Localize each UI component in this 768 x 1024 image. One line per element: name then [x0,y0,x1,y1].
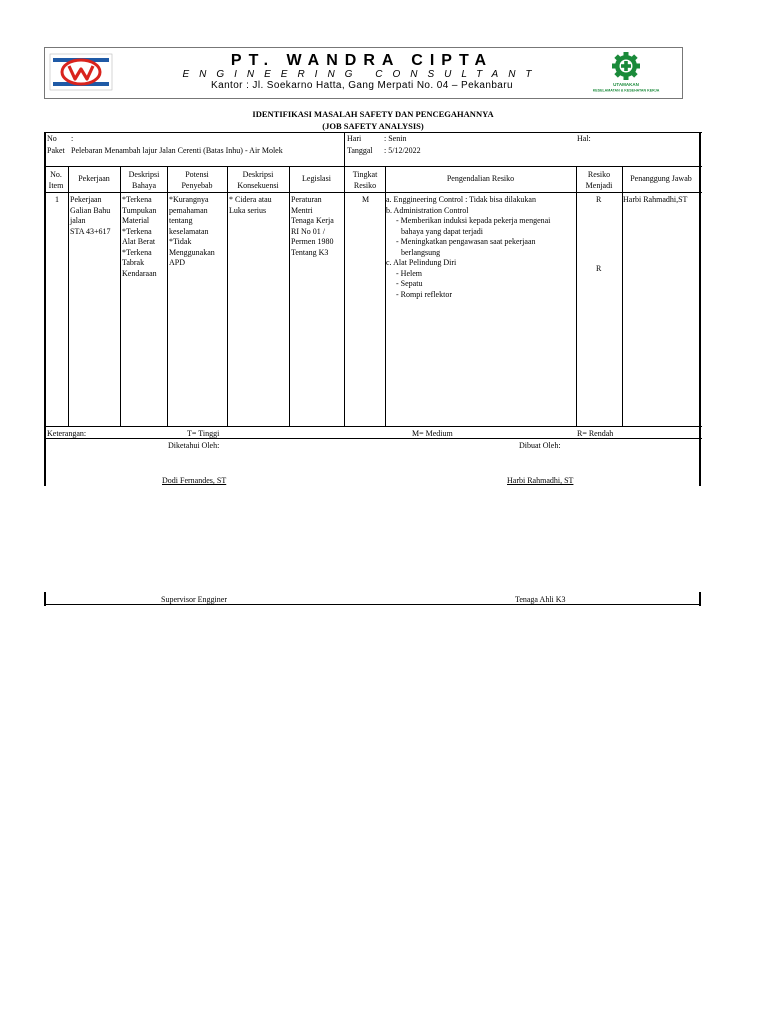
control-item: bahaya yang dapat terjadi [401,226,483,236]
dibuat-label: Dibuat Oleh: [519,441,561,450]
legend-tinggi: T= Tinggi [187,429,220,438]
cell-pengendalian-resiko [386,195,576,300]
col-divider [68,166,69,426]
cell-line: *Tidak [169,237,192,246]
cell-line: Permen 1980 [291,237,334,246]
cell-line: tentang [169,216,193,225]
keterangan-bottom-line [44,438,702,439]
col-divider [120,166,121,426]
cell-line: Mentri [291,205,313,215]
letterhead [44,47,683,99]
control-item: - Helem [396,268,422,278]
document-title: IDENTIFIKASI MASALAH SAFETY DAN PENCEGAHANNYA [252,109,494,119]
row-no: 1 [55,195,59,204]
cell-deskripsi-bahaya [122,195,167,279]
diketahui-label: Diketahui Oleh: [168,441,220,450]
table-body-bottom [44,426,702,427]
hari-value: : Senin [384,134,407,143]
cell-legislasi [291,195,344,258]
cell-potensi-penyebab [169,195,227,269]
company-address: Kantor : Jl. Soekarno Hatta, Gang Merpati No. 04 – Pekanbaru [211,80,513,91]
header-penanggung-jawab: Penanggung Jawab [630,174,692,183]
cell-line: Tabrak [122,258,145,267]
cell-line: jalan [70,216,86,225]
cell-line: RI No 01 / [291,226,325,236]
col-divider [344,166,345,426]
tanggal-value: : 5/12/2022 [384,146,421,155]
control-item: - Rompi reflektor [396,289,452,299]
col-divider [622,166,623,426]
col-divider [167,166,168,426]
tanggal-label: Tanggal [347,146,373,155]
control-item: berlangsung [401,247,441,257]
legend-rendah: R= Rendah [577,429,614,438]
info-divider [344,132,345,166]
cell-line: Tumpukan [122,205,157,215]
cell-line: Tenaga Kerja [291,216,334,225]
col-divider [227,166,228,426]
cell-line: Material [122,216,150,225]
col-divider [576,166,577,426]
hal-label: Hal: [577,134,591,143]
header-deskripsi-bahaya: Deskripsi Bahaya [128,170,160,190]
cell-pekerjaan [70,195,120,237]
cell-line: *Terkena [122,247,152,257]
col-divider [289,166,290,426]
cell-penanggung-jawab: Harbi Rahmadhi,ST [623,195,688,204]
legend-medium: M= Medium [412,429,453,438]
cell-line: Tentang K3 [291,247,329,257]
keterangan-label: Keterangan: [47,429,87,438]
control-item: - Meningkatkan pengawasan saat pekerjaan [396,237,536,246]
cell-line: Alat Berat [122,237,156,246]
table-header-bottom [44,192,702,193]
k3-logo [578,52,674,94]
header-resiko-menjadi: Resiko Menjadi [585,170,613,190]
header-pekerjaan: Pekerjaan [78,174,110,183]
signature-left-name: Dodi Fernandes, ST [162,476,227,485]
header-deskripsi-konsekuensi: Deskripsi Konsekuensi [237,170,279,190]
frame-top-line [44,132,702,133]
signature-left-role: Supervisor Engginer [161,595,227,604]
header-legislasi: Legislasi [302,174,331,183]
company-name: PT. WANDRA CIPTA [230,52,494,69]
cell-line: *Terkena [122,226,152,236]
cell-line: *Terkena [122,195,152,204]
company-subtitle: ENGINEERING CONSULTANT [182,69,542,80]
control-engineering: a. Enggineering Control : Tidak bisa dilakukan [386,195,536,204]
no-value: : [71,134,74,143]
cell-line: keselamatan [169,226,209,236]
cell-line: Peraturan [291,195,322,204]
k3-label: UTAMAKAN [613,82,639,87]
cell-line: Galian Bahu [70,205,111,215]
hari-label: Hari [347,134,362,143]
header-potensi-penyebab: Potensi Penyebab [181,170,213,190]
header-no-item: No. Item [48,170,64,190]
frame-bottom-line [44,604,701,605]
cell-tingkat-resiko: M [362,195,370,204]
cell-line: pemahaman [169,205,208,215]
control-item: - Sepatu [396,279,423,288]
k3-sublabel: KESELAMATAN & KESEHATAN KERJA [592,88,660,93]
paket-value: Pelebaran Menambah lajur Jalan Cerenti (Batas Inhu) - Air Molek [71,146,283,155]
frame-right-line [699,132,701,486]
signature-right-role: Tenaga Ahli K3 [515,595,566,604]
cell-line: Luka serius [229,205,267,215]
cell-line: *Kurangnya [169,195,209,204]
cell-line: * Cidera atau [229,195,272,204]
cell-line: Menggunakan [169,247,215,257]
table-header-top [44,166,702,167]
header-pengendalian-resiko: Pengendalian Resiko [446,174,515,183]
cell-resiko-menjadi-1: R [596,195,602,204]
company-logo [49,53,113,91]
paket-label: Paket [47,146,65,155]
cell-deskripsi-konsekuensi [229,195,289,216]
control-administration: b. Administration Control [386,205,469,215]
cell-resiko-menjadi-2: R [596,264,602,273]
company-block [157,52,567,91]
cell-line: APD [169,258,186,267]
no-label: No [47,134,57,143]
cell-line: Kendaraan [122,268,157,278]
document-subtitle: (JOB SAFETY ANALYSIS) [322,121,424,131]
cell-line: Pekerjaan [70,195,102,204]
header-tingkat-resiko: Tingkat Resiko [352,170,378,190]
signature-right-name: Harbi Rahmadhi, ST [507,476,574,485]
control-item: - Memberikan induksi kepada pekerja mengenai [396,216,551,225]
control-apd: c. Alat Pelindung Diri [386,258,457,267]
cell-line: STA 43+617 [70,226,111,236]
